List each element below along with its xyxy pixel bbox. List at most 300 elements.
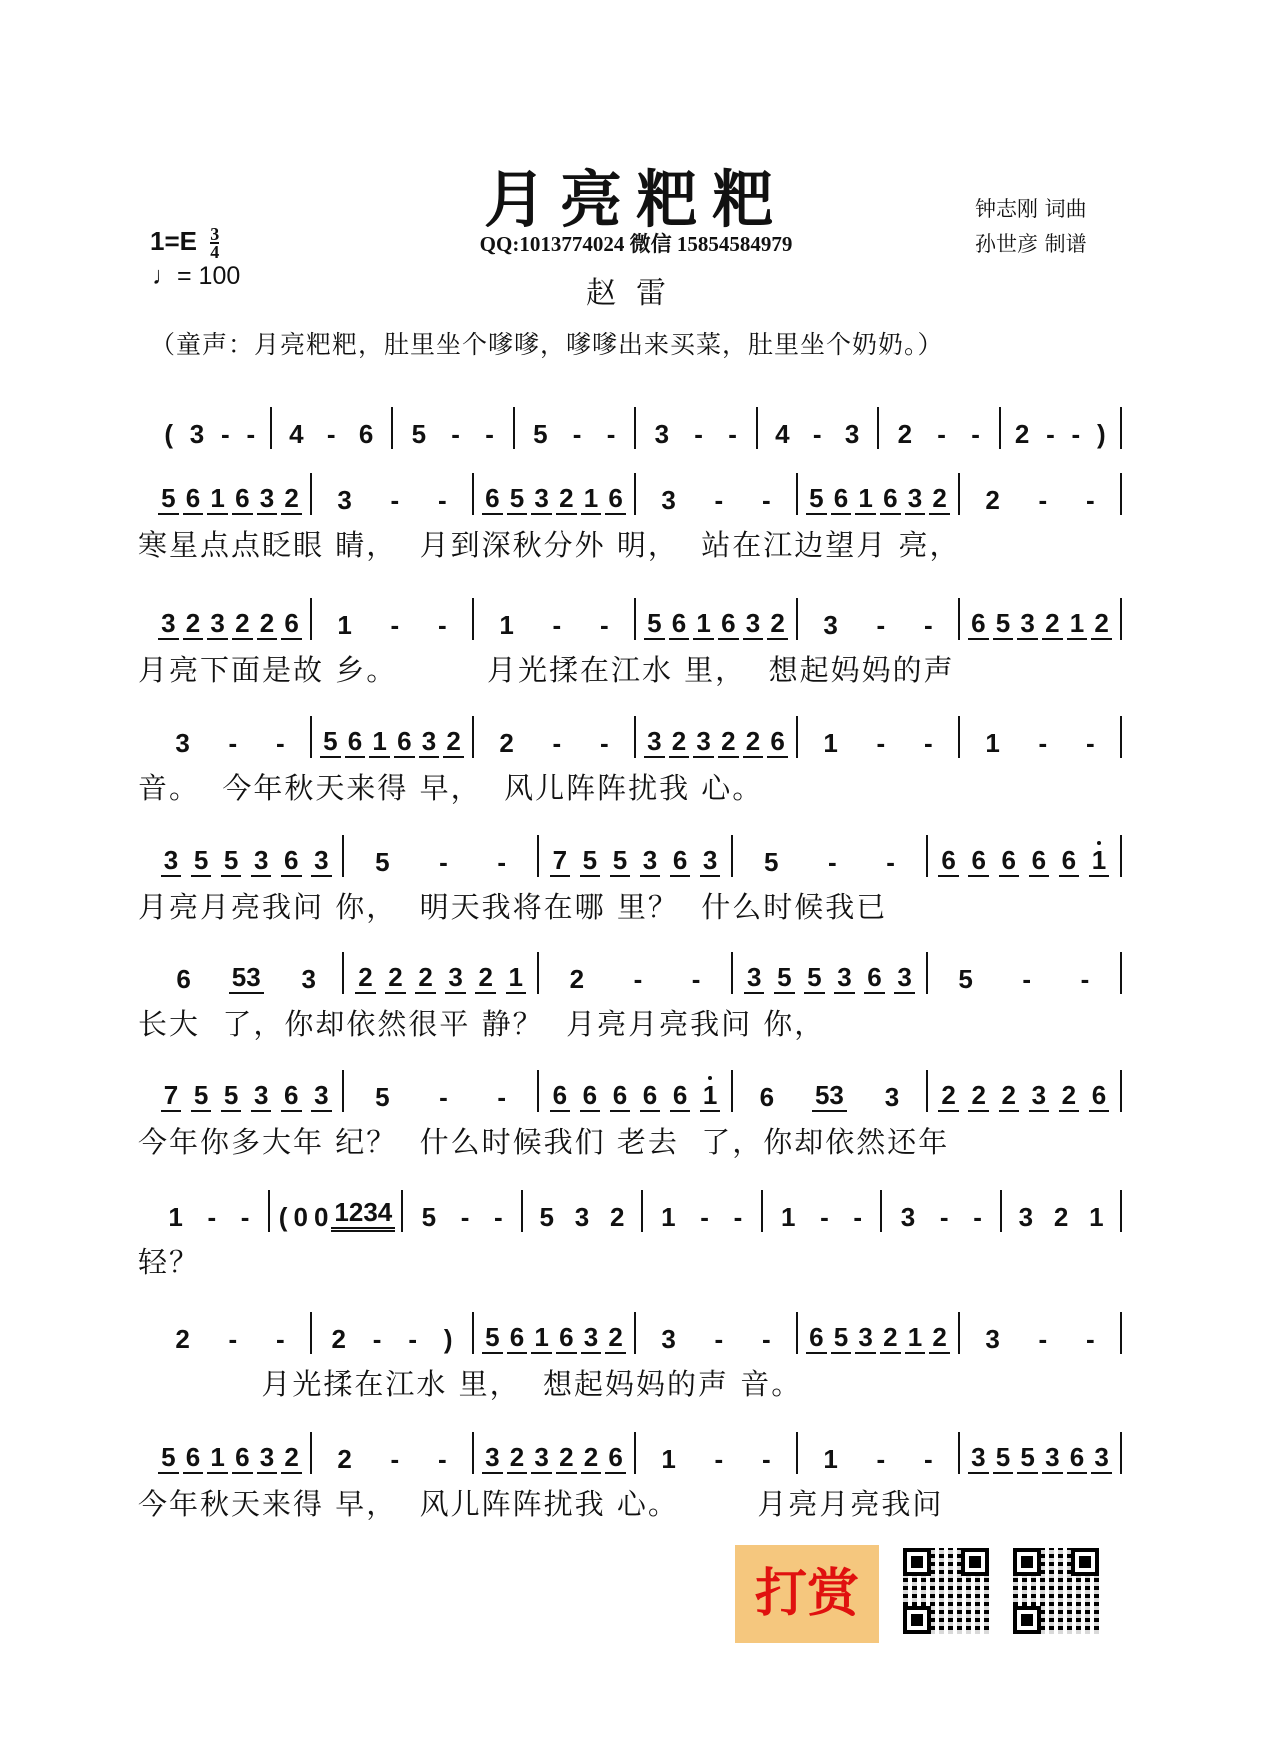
- lyrics: 今年秋天来得 早， 风儿阵阵扰我 心。 月亮月亮我问: [138, 1487, 944, 1521]
- note: 3: [834, 962, 854, 994]
- note: 6: [176, 964, 191, 994]
- note: -: [451, 419, 460, 449]
- note: -: [497, 1082, 507, 1112]
- note: 2: [609, 1202, 625, 1232]
- note: 3: [311, 1080, 331, 1112]
- note: 5: [191, 845, 211, 877]
- measure: [272, 407, 394, 449]
- note: 7: [161, 1080, 181, 1112]
- measure: [270, 1190, 403, 1232]
- note: -: [1038, 485, 1048, 515]
- note: 0: [313, 1202, 329, 1232]
- note: -: [390, 485, 400, 515]
- note: 5: [533, 419, 548, 449]
- note: 6: [232, 483, 252, 515]
- note: -: [485, 419, 494, 449]
- note: 1: [661, 1202, 676, 1232]
- note: 5: [375, 1082, 390, 1112]
- note: 3: [419, 726, 439, 758]
- measure: [403, 1190, 523, 1232]
- measure: [150, 1190, 270, 1232]
- score-line: [138, 1432, 1122, 1521]
- note: -: [761, 1324, 771, 1354]
- note: 2: [968, 1080, 988, 1112]
- notes-row: [150, 1312, 1122, 1354]
- note: 6: [759, 1082, 775, 1112]
- measure: [928, 1070, 1122, 1112]
- note: 1: [823, 728, 838, 758]
- note: 1: [693, 608, 713, 640]
- note: -: [552, 728, 562, 758]
- note: 5: [221, 1080, 241, 1112]
- measure: [1001, 407, 1123, 449]
- notes-row: [150, 1432, 1122, 1474]
- note: 6: [183, 1442, 203, 1474]
- note: 3: [1017, 608, 1037, 640]
- note: 1: [531, 1322, 551, 1354]
- note: 3: [884, 1082, 900, 1112]
- note: -: [876, 1444, 886, 1474]
- notes-row: [150, 1070, 1122, 1112]
- measure: [636, 598, 798, 640]
- measure: [798, 473, 960, 515]
- note: 3: [640, 845, 660, 877]
- note: 3: [743, 608, 763, 640]
- measure: [474, 598, 636, 640]
- note: 6: [345, 726, 365, 758]
- note: 2: [605, 1322, 625, 1354]
- measure: [733, 952, 927, 994]
- note: -: [228, 728, 238, 758]
- measure: [474, 1312, 636, 1354]
- note: 4: [775, 419, 790, 449]
- note: -: [497, 847, 507, 877]
- note: -: [937, 419, 946, 449]
- note: 6: [358, 419, 374, 449]
- note: 6: [669, 608, 689, 640]
- note: 2: [175, 1324, 190, 1354]
- measure: [928, 835, 1122, 877]
- note: 2: [718, 726, 738, 758]
- note: 6: [1089, 1080, 1109, 1112]
- note: 6: [605, 1442, 625, 1474]
- note: -: [714, 1324, 724, 1354]
- note: 2: [743, 726, 763, 758]
- measure: [150, 835, 344, 877]
- note: 6: [394, 726, 414, 758]
- note: -: [728, 419, 737, 449]
- score-line: [138, 1070, 1122, 1159]
- note: 2: [183, 608, 203, 640]
- note: 6: [999, 845, 1019, 877]
- note: 3: [855, 1322, 875, 1354]
- measure: [798, 598, 960, 640]
- measure: [150, 598, 312, 640]
- measure: [882, 1190, 1002, 1232]
- note: 2: [232, 608, 252, 640]
- measure: [636, 407, 758, 449]
- note: 6: [507, 1322, 527, 1354]
- note: -: [923, 610, 933, 640]
- note: -: [876, 728, 886, 758]
- note: -: [633, 964, 643, 994]
- note: 5: [774, 962, 794, 994]
- note: 5: [411, 419, 427, 449]
- note: -: [437, 1444, 447, 1474]
- score-line: [138, 1190, 1122, 1279]
- measure: [960, 598, 1122, 640]
- note: 3: [968, 1442, 988, 1474]
- score-line: [138, 952, 1122, 1041]
- note: 2: [415, 962, 435, 994]
- note: -: [886, 847, 895, 877]
- measure: [733, 1070, 927, 1112]
- time-signature: $\frac{3}{4}$: [210, 224, 220, 263]
- note: 5: [958, 964, 973, 994]
- measure: [344, 1070, 538, 1112]
- note: 6: [605, 483, 625, 515]
- note: -: [923, 1444, 933, 1474]
- note: -: [221, 419, 230, 449]
- note: (: [164, 419, 174, 449]
- note: 2: [475, 962, 495, 994]
- notes-row: [150, 952, 1122, 994]
- note: -: [694, 419, 703, 449]
- measure: [344, 952, 538, 994]
- note: -: [1046, 419, 1055, 449]
- note: 1: [905, 1322, 925, 1354]
- note: 2: [556, 483, 576, 515]
- song-title: 月亮粑粑: [483, 163, 788, 236]
- note: -: [275, 728, 285, 758]
- note: -: [599, 610, 609, 640]
- notes-row: [150, 835, 1122, 877]
- note: 2: [880, 1322, 900, 1354]
- note: 3: [531, 1442, 551, 1474]
- note: 2: [938, 1080, 958, 1112]
- measure: [523, 1190, 643, 1232]
- note: -: [228, 1324, 238, 1354]
- measure: [344, 835, 538, 877]
- note: 6: [281, 845, 301, 877]
- note: 1: [780, 1202, 796, 1232]
- note: 2: [929, 483, 949, 515]
- note: 3: [251, 845, 271, 877]
- note: 6: [767, 726, 787, 758]
- note: 5: [482, 1322, 502, 1354]
- note: 5: [158, 1442, 178, 1474]
- note: 2: [767, 608, 787, 640]
- note: 1: [1067, 608, 1087, 640]
- note: -: [700, 1202, 709, 1232]
- key: 1=E: [150, 226, 197, 256]
- note: -: [812, 419, 822, 449]
- note: 6: [640, 1080, 660, 1112]
- note: 4: [289, 419, 304, 449]
- note: -: [494, 1202, 503, 1232]
- note: 3: [311, 845, 331, 877]
- note: 5: [1017, 1442, 1037, 1474]
- score-line: [138, 1312, 1122, 1401]
- note: 5: [507, 483, 527, 515]
- note: 1: [168, 1202, 183, 1232]
- note: 5: [763, 847, 779, 877]
- note: 6: [968, 608, 988, 640]
- note: 2: [331, 1324, 346, 1354]
- notes-row: [150, 1190, 1122, 1232]
- note: 6: [831, 483, 851, 515]
- note: 5: [644, 608, 664, 640]
- measure: [539, 835, 733, 877]
- note: 3: [1091, 1442, 1111, 1474]
- note: -: [437, 610, 447, 640]
- note: -: [820, 1202, 829, 1232]
- note: 5: [191, 1080, 211, 1112]
- note: 6: [718, 608, 738, 640]
- score-line: [150, 407, 1122, 463]
- note: 3: [905, 483, 925, 515]
- note: 6: [610, 1080, 630, 1112]
- measure: [539, 1070, 733, 1112]
- note: 3: [985, 1324, 1000, 1354]
- note: 3: [161, 845, 181, 877]
- tempo-marking: ♩= 100: [152, 262, 241, 290]
- note: 1: [499, 610, 514, 640]
- measure: [960, 1432, 1122, 1474]
- note: 3: [700, 845, 720, 877]
- note: 3: [844, 419, 860, 449]
- note: 1: [1089, 1202, 1104, 1232]
- measure: [474, 716, 636, 758]
- notes-row: [150, 716, 1122, 758]
- note: -: [1038, 1324, 1048, 1354]
- lyrics: 月光揉在江水 里， 想起妈妈的声 音。: [138, 1367, 803, 1401]
- measure: [150, 1432, 312, 1474]
- score-line: [138, 598, 1122, 687]
- lyrics: 寒星点点眨眼 睛， 月到深秋分外 明， 站在江边望月 亮，: [138, 528, 961, 562]
- note: 3: [894, 962, 914, 994]
- note: 6: [670, 1080, 690, 1112]
- lyrics: 音。 今年秋天来得 早， 风儿阵阵扰我 心。: [138, 771, 764, 805]
- note: 5: [320, 726, 340, 758]
- note: 1: [207, 483, 227, 515]
- note: 6: [281, 1080, 301, 1112]
- note: -: [1071, 419, 1081, 449]
- measure: [150, 1070, 344, 1112]
- qr-code-icon: [1013, 1548, 1099, 1634]
- measure: [928, 952, 1122, 994]
- note: 2: [669, 726, 689, 758]
- note: 3: [445, 962, 465, 994]
- measure: [960, 473, 1122, 515]
- note: 6: [1059, 845, 1079, 877]
- measure: [312, 716, 474, 758]
- note: 3: [661, 485, 676, 515]
- note: -: [326, 419, 336, 449]
- note: 2: [443, 726, 463, 758]
- note: 5: [804, 962, 824, 994]
- note: 2: [985, 485, 1000, 515]
- transcriber: 孙世彦 制谱: [975, 232, 1087, 256]
- note: 6: [482, 483, 502, 515]
- note: -: [572, 419, 582, 449]
- score-line: [138, 716, 1122, 805]
- note: 5: [421, 1202, 437, 1232]
- measure: [150, 1312, 312, 1354]
- note: 3: [337, 485, 352, 515]
- measure: [150, 716, 312, 758]
- note: 3: [1018, 1202, 1034, 1232]
- note: 5: [831, 1322, 851, 1354]
- note: 2: [1091, 608, 1111, 640]
- note: 5: [580, 845, 600, 877]
- note: 3: [189, 419, 205, 449]
- note: -: [390, 1444, 400, 1474]
- note: 1: [337, 610, 352, 640]
- note: 6: [580, 1080, 600, 1112]
- note: 2: [499, 728, 514, 758]
- intro-text: （童声：月亮粑粑，肚里坐个嗲嗲，嗲嗲出来买菜，肚里坐个奶奶。）: [150, 330, 944, 359]
- note: 0: [293, 1202, 308, 1232]
- note: 3: [207, 608, 227, 640]
- note: -: [1038, 728, 1048, 758]
- note: -: [240, 1202, 250, 1232]
- note: 1234: [331, 1197, 395, 1232]
- note: 6: [670, 845, 690, 877]
- note: -: [606, 419, 616, 449]
- score-line: [138, 835, 1122, 924]
- note: -: [1085, 728, 1095, 758]
- note: 3: [257, 1442, 277, 1474]
- measure: [733, 835, 927, 877]
- note: 6: [968, 845, 988, 877]
- qr-code-icon: [903, 1548, 989, 1634]
- credits: [975, 192, 1087, 262]
- note: -: [853, 1202, 863, 1232]
- note: 2: [281, 1442, 301, 1474]
- measure: [636, 1432, 798, 1474]
- note: 6: [1067, 1442, 1087, 1474]
- note: 3: [661, 1324, 676, 1354]
- measure: [150, 407, 272, 449]
- note: 6: [281, 608, 301, 640]
- note: 5: [993, 608, 1013, 640]
- note: -: [552, 610, 562, 640]
- measure: [539, 952, 733, 994]
- note: 1: [823, 1444, 838, 1474]
- note: 2: [1059, 1080, 1079, 1112]
- note: -: [1022, 964, 1032, 994]
- note: ): [443, 1324, 453, 1354]
- note: 5: [610, 845, 630, 877]
- measure: [798, 1312, 960, 1354]
- note: 3: [574, 1202, 590, 1232]
- note: -: [439, 847, 448, 877]
- note: 2: [999, 1080, 1019, 1112]
- lyricist-composer: 钟志刚 词曲: [975, 197, 1087, 221]
- note: 6: [183, 483, 203, 515]
- note: 3: [900, 1202, 916, 1232]
- note: 1: [207, 1442, 227, 1474]
- measure: [763, 1190, 883, 1232]
- note: -: [714, 1444, 724, 1474]
- measure: [312, 473, 474, 515]
- note: 3: [251, 1080, 271, 1112]
- note: -: [437, 485, 447, 515]
- note: -: [971, 419, 980, 449]
- measure: [150, 473, 312, 515]
- contact-info: QQ:1013774024 微信 15854584979: [479, 232, 793, 256]
- note: -: [939, 1202, 949, 1232]
- note: -: [973, 1202, 982, 1232]
- note: -: [207, 1202, 217, 1232]
- lyrics: 月亮月亮我问 你， 明天我将在哪 里？ 什么时候我已: [138, 890, 888, 924]
- note: 3: [175, 728, 190, 758]
- singer-name: 赵雷: [586, 276, 686, 311]
- measure: [312, 1312, 474, 1354]
- note: 53: [229, 962, 264, 994]
- note: 2: [507, 1442, 527, 1474]
- reward-button[interactable]: 打赏: [735, 1545, 879, 1643]
- note: -: [827, 847, 837, 877]
- measure: [393, 407, 515, 449]
- measure: [515, 407, 637, 449]
- measure: [474, 1432, 636, 1474]
- note: 5: [375, 847, 390, 877]
- note: 3: [581, 1322, 601, 1354]
- note: 3: [257, 483, 277, 515]
- note: 3: [1029, 1080, 1049, 1112]
- note: -: [691, 964, 701, 994]
- measure: [879, 407, 1001, 449]
- note: 3: [693, 726, 713, 758]
- note: 3: [1042, 1442, 1062, 1474]
- note: 1: [700, 1080, 720, 1112]
- note: -: [275, 1324, 285, 1354]
- note: -: [408, 1324, 417, 1354]
- note: 3: [654, 419, 670, 449]
- note: 5: [806, 483, 826, 515]
- note: -: [923, 728, 933, 758]
- note: 1: [985, 728, 1000, 758]
- note: -: [460, 1202, 470, 1232]
- measure: [636, 1312, 798, 1354]
- notes-row: [150, 598, 1122, 640]
- measure: [758, 407, 880, 449]
- note: 2: [355, 962, 375, 994]
- measure: [1002, 1190, 1122, 1232]
- notes-row: [150, 407, 1122, 449]
- note: 3: [823, 610, 838, 640]
- note: -: [372, 1324, 382, 1354]
- note: 6: [938, 845, 958, 877]
- measure: [312, 598, 474, 640]
- note: -: [761, 1444, 771, 1474]
- note: 2: [581, 1442, 601, 1474]
- note: -: [761, 485, 771, 515]
- measure: [960, 1312, 1122, 1354]
- note: -: [1085, 485, 1095, 515]
- note: 5: [993, 1442, 1013, 1474]
- score-line: [138, 473, 1122, 562]
- note: 1: [581, 483, 601, 515]
- note: 5: [158, 483, 178, 515]
- measure: [798, 716, 960, 758]
- note: 2: [1042, 608, 1062, 640]
- note: -: [1080, 964, 1090, 994]
- note: 2: [1014, 419, 1030, 449]
- note: 3: [301, 964, 316, 994]
